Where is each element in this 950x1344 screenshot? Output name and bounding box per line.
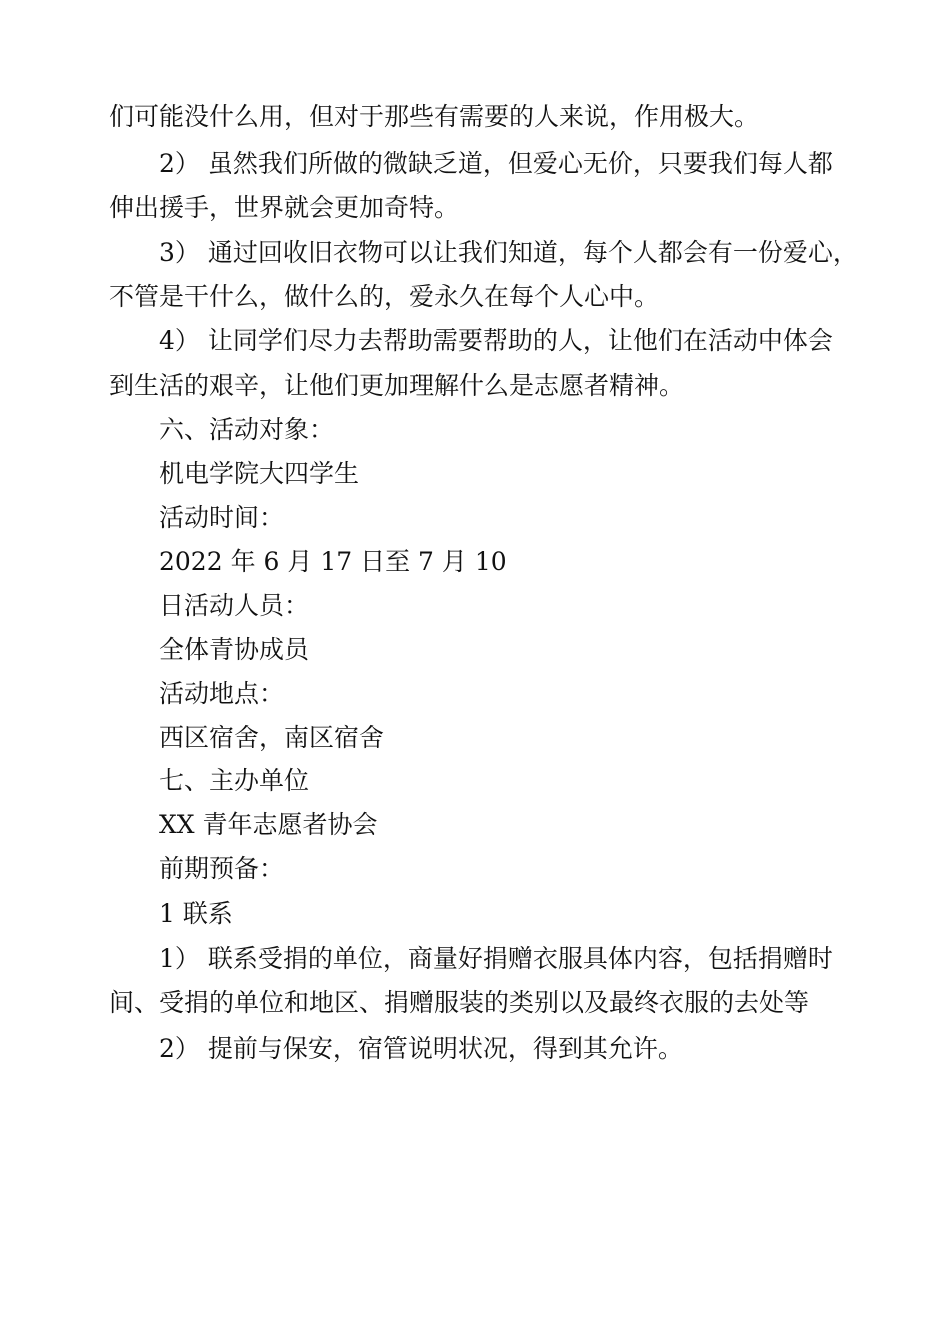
section-heading: 七、主办单位: [159, 766, 310, 795]
paragraph-line: 西区宿舍，南区宿舍: [159, 723, 385, 752]
paragraph-line: 2022 年 6 月 17 日至 7 月 10: [159, 547, 507, 576]
paragraph-line: 到生活的艰辛，让他们更加理解什么是志愿者精神。: [109, 371, 685, 400]
paragraph-line: 2） 提前与保安，宿管说明状况，得到其允许。: [159, 1034, 683, 1063]
paragraph-line: 机电学院大四学生: [159, 459, 360, 488]
paragraph-line: 伸出援手，世界就会更加奇特。: [109, 193, 460, 222]
paragraph-line: 4） 让同学们尽力去帮助需要帮助的人，让他们在活动中体会: [159, 326, 833, 355]
paragraph-line: XX 青年志愿者协会: [159, 810, 378, 839]
paragraph-line: 前期预备：: [159, 854, 285, 883]
paragraph-line: 们可能没什么用，但对于那些有需要的人来说，作用极大。: [109, 102, 760, 131]
paragraph-line: 间、受捐的单位和地区、捐赠服装的类别以及最终衣服的去处等: [109, 988, 810, 1017]
section-heading: 六、活动对象：: [159, 415, 335, 444]
paragraph-line: 1 联系: [159, 899, 233, 928]
paragraph-line: 活动地点：: [159, 679, 285, 708]
paragraph-line: 活动时间：: [159, 503, 285, 532]
paragraph-line: 3） 通过回收旧衣物可以让我们知道，每个人都会有一份爱心，: [159, 238, 858, 267]
paragraph-line: 2） 虽然我们所做的微缺乏道，但爱心无价，只要我们每人都: [159, 149, 833, 178]
paragraph-line: 日活动人员：: [159, 591, 310, 620]
paragraph-line: 全体青协成员: [159, 635, 310, 664]
paragraph-line: 不管是干什么，做什么的，爱永久在每个人心中。: [109, 282, 660, 311]
paragraph-line: 1） 联系受捐的单位，商量好捐赠衣服具体内容，包括捐赠时: [159, 944, 833, 973]
